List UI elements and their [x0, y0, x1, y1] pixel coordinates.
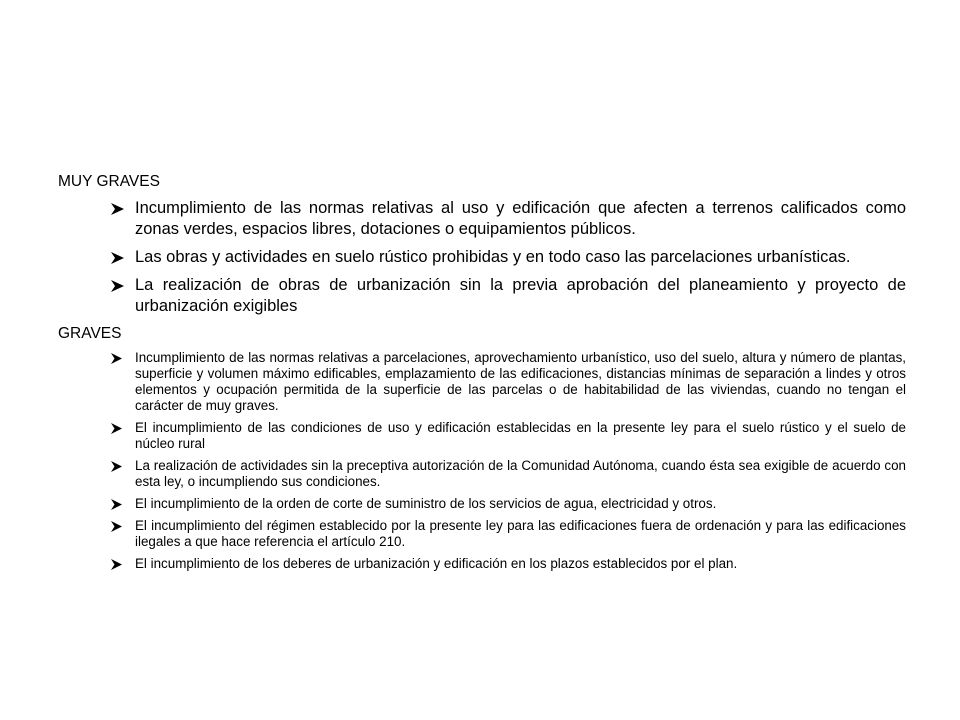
list-item	[58, 556, 906, 572]
arrowhead-bullet-icon	[109, 275, 127, 296]
slide-body	[58, 172, 906, 578]
list-item-text: La realización de actividades sin la preceptiva autorización de la Comunidad Autónoma, cuando ésta sea exigible de acuerdo con esta ley, o incumpliendo sus condiciones.	[135, 458, 906, 489]
list-item-text: Las obras y actividades en suelo rústico prohibidas y en todo caso las parcelaciones urbanísticas.	[135, 248, 851, 266]
arrowhead-bullet-icon	[109, 496, 125, 512]
list-item-text: El incumplimiento de los deberes de urbanización y edificación en los plazos establecidos por el plan.	[135, 556, 738, 571]
list-item	[58, 247, 906, 268]
list-item-text: El incumplimiento del régimen establecido por la presente ley para las edificaciones fuera de ordenación y para las edificaciones ilegales a que hace referencia el artículo 210.	[135, 518, 906, 549]
list-item	[58, 496, 906, 512]
arrowhead-bullet-icon	[109, 556, 125, 572]
list-item	[58, 198, 906, 240]
list-item	[58, 458, 906, 490]
list-item-text: La realización de obras de urbanización sin la previa aprobación del planeamiento y proyecto de urbanización exigibles	[135, 276, 906, 315]
list-item	[58, 518, 906, 550]
list-item	[58, 350, 906, 414]
arrowhead-bullet-icon	[109, 420, 125, 436]
arrowhead-bullet-icon	[109, 198, 127, 219]
muy-graves-list	[58, 198, 906, 317]
graves-list	[58, 350, 906, 572]
arrowhead-bullet-icon	[109, 247, 127, 268]
section-heading-muy-graves: MUY GRAVES	[58, 173, 160, 190]
arrowhead-bullet-icon	[109, 350, 125, 366]
list-item	[58, 275, 906, 317]
list-item	[58, 420, 906, 452]
list-item-text: Incumplimiento de las normas relativas a parcelaciones, aprovechamiento urbanístico, uso del suelo, altura y número de plantas, superficie y volumen máximo edificables, emplazamiento de las edificaciones, distancias mínimas de separación a lindes y otros elementos y ocupación permitida de la superficie de las parcelas o de habitabilidad de las viviendas, cuando no tengan el carácter de muy graves.	[135, 350, 906, 413]
list-item-text: El incumplimiento de las condiciones de uso y edificación establecidas en la presente ley para el suelo rústico y el suelo de núcleo rural	[135, 420, 906, 451]
section-heading-graves: GRAVES	[58, 325, 122, 342]
list-item-text: El incumplimiento de la orden de corte de suministro de los servicios de agua, electricidad y otros.	[135, 496, 717, 511]
arrowhead-bullet-icon	[109, 458, 125, 474]
arrowhead-bullet-icon	[109, 518, 125, 534]
list-item-text: Incumplimiento de las normas relativas al uso y edificación que afecten a terrenos calificados como zonas verdes, espacios libres, dotaciones o equipamientos públicos.	[135, 199, 906, 238]
